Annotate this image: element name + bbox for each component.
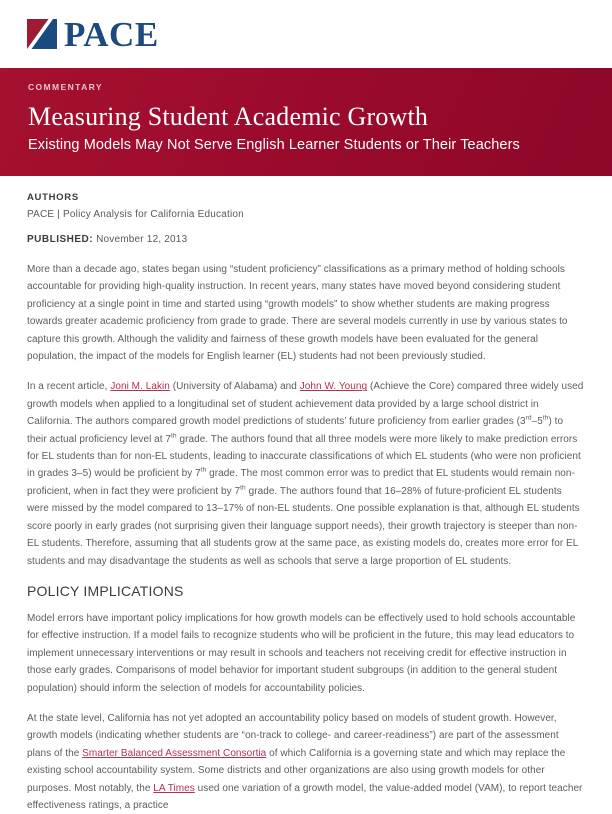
pace-diagonal-square-icon	[27, 19, 57, 49]
authors-value: PACE | Policy Analysis for California Education	[27, 209, 244, 220]
page-title: Measuring Student Academic Growth	[28, 102, 429, 131]
content-type-kicker: COMMENTARY	[28, 82, 103, 92]
article-text-7: grade. The most common error was to predict that EL students would remain non-proficient, when in fact they were proficient by 7	[27, 468, 575, 497]
superscript-th-2: th	[171, 432, 177, 440]
article-text-8: grade. The authors found that 16–28% of future-proficient EL students were missed by the model compared to 13–17% of non-EL students. One possible explanation is that, although EL students score poorly in early grades (not surprising given their language support needs), their growth trajectory is steeper than non-EL students. Therefore, assuming that all students grow at the same pace, as existing models do, creates more error for EL students and may disadvantage the students as well as schools that serve a large proportion of EL students.	[27, 485, 580, 567]
paragraph-intro: More than a decade ago, states began using “student proficiency” classifications as a primary method of holding schools accountable for providing high-quality instruction. In recent years, many states have moved beyond considering student proficiency at a single point in time and started using “growth models” to show whether students are making progress towards greater academic proficiency from grade to grade. There are several models currently in use by various states to capture this growth. Although the validity and fairness of these growth models have been evaluated for the general population, the impact of the models for English learner (EL) students had not been previously studied.	[27, 264, 568, 363]
state-text-3: used one variation of a growth model, the value-added model (VAM), to report teacher effectiveness ratings, a practice	[27, 782, 583, 811]
link-la-times[interactable]: LA Times	[153, 782, 195, 794]
article-text-6: grade. The authors found that all three models were more likely to make prediction errors for EL students than for non-EL students, leading to inaccurate classifications of which EL students (who were non proficient in grades 3–5) would be proficient by 7	[27, 433, 581, 480]
superscript-th-4: th	[240, 484, 246, 492]
superscript-rd: rd	[525, 414, 532, 422]
pace-logo[interactable]	[27, 14, 159, 54]
state-text-1: At the state level, California has not yet adopted an accountability policy based on models of student growth. However, growth models (indicating whether students are “on-track to college- and career-readiness”) are part of the assessment plans of the	[27, 712, 559, 759]
paragraph-article	[27, 378, 585, 569]
article-text-2: (University of Alabama) and	[169, 381, 300, 393]
paragraph-state-level	[27, 710, 585, 814]
section-heading-policy-implications: POLICY IMPLICATIONS	[27, 582, 184, 599]
authors-label: AUTHORS	[27, 192, 79, 203]
title-banner	[0, 68, 612, 176]
article-text-1: In a recent article,	[27, 381, 111, 393]
article-text-3: (Achieve the Core) compared three widely used growth models when applied to a longitudinal set of student achievement data provided by a large school district in California. The authors compared growth model predictions of students’ future proficiency from earlier grades (3	[27, 381, 584, 428]
superscript-th-1: th	[542, 414, 549, 422]
link-john-young[interactable]: John W. Young	[299, 381, 368, 393]
page-subtitle: Existing Models May Not Serve English Learner Students or Their Teachers	[28, 137, 520, 153]
link-joni-lakin[interactable]: Joni M. Lakin	[110, 381, 170, 393]
paragraph-policy-implications: Model errors have important policy implications for how growth models can be effectively used to hold schools accountable for effective instruction. If a model fails to recognize students who will be proficient in the future, this may lead educators to implement unnecessary interventions or may result in schools and teachers not receiving credit for effective instruction in those early grades. Comparisons of model behavior for important student subgroups (in addition to the general student population) should inform the selection of models for accountability policies.	[27, 612, 576, 694]
published-label: PUBLISHED:	[27, 234, 94, 245]
link-smarter-balanced-assessment-consortia[interactable]: Smarter Balanced Assessment Consortia	[82, 747, 267, 759]
article-text-5: ) to their actual proficiency level at 7	[27, 416, 564, 445]
superscript-th-3: th	[200, 467, 207, 475]
published-line	[27, 234, 585, 245]
site-header	[0, 0, 612, 68]
pace-wordmark: PACE	[64, 14, 159, 54]
published-date: November 12, 2013	[93, 234, 188, 245]
state-text-2: of which California is a governing state and which may replace the existing school accountability system. Some districts and other organizations are also using growth models for other purposes. Most notably, the	[27, 747, 566, 794]
article-text-4: –5	[531, 416, 543, 428]
article-content	[0, 176, 612, 814]
